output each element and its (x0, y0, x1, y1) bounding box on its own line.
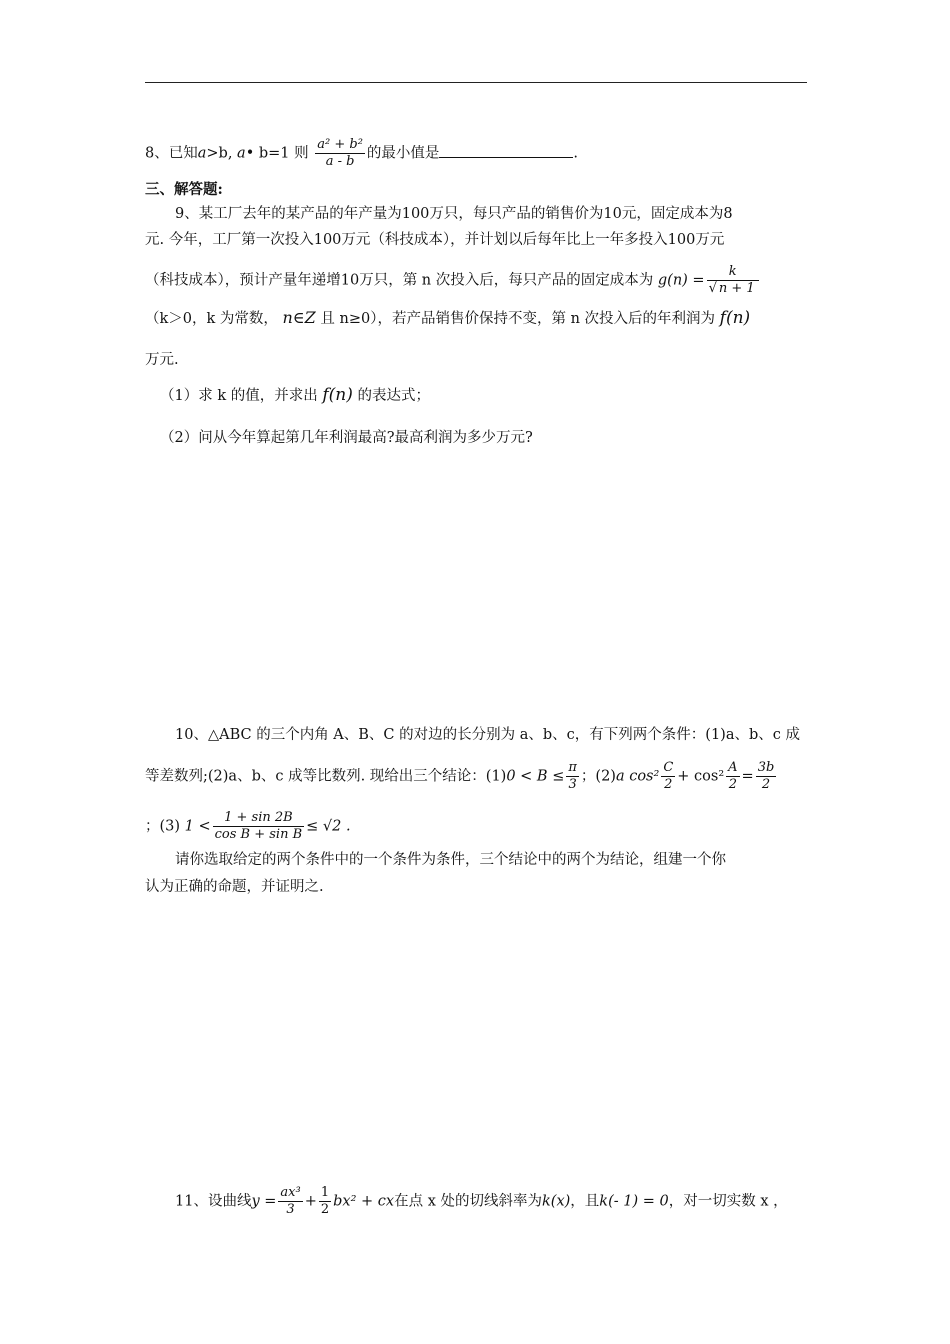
q9-part1: （1）求 k 的值，并求出 f(n) 的表达式； (160, 385, 430, 405)
q9-part2: （2）问从今年算起第几年利润最高?最高利润为多少万元? (160, 430, 533, 446)
q10-line3: ；(3) 1 < $\frac{1 + \sin 2B}{\text{cos B + sin B}}$ ≤ √2 . (145, 810, 351, 842)
q8-suffix: 的最小值是 (366, 145, 440, 162)
q8-cond-tail: • b=1 则 (245, 145, 309, 162)
q9-fn: f(n) (719, 308, 751, 328)
q8-var-a2: a (237, 145, 246, 162)
q9-line3: （科技成本），预计产量年递增10万只，第 n 次投入后，每只产品的固定成本为 g(n) = $\frac{k}{√ n + 1}$ (145, 264, 761, 297)
q8-fraction: $\frac{\text{a² + b²}}{a - b}$ (317, 137, 363, 169)
section-title: 三、解答题: (145, 181, 223, 198)
q11-line1: 11、设曲线y = $\frac{\text{ax³}}{3}$ + $\frac{1}{2}$ bx² + cx在点 x 处的切线斜率为k(x)，且k(- 1) = 0，对一切实数 x ， (175, 1185, 788, 1217)
q8-answer-blank[interactable] (439, 143, 573, 158)
q8-line: 8、已知a>b, a• b=1 则 $\frac{\text{a² + b²}}{a - b}$ 的最小值是 . (145, 137, 579, 169)
q9-line2: 元. 今年，工厂第一次投入100万元（科技成本），并计划以后每年比上一年多投入100万元 (145, 232, 725, 248)
q8-cond: >b, (206, 145, 233, 162)
q8-var-a: a (197, 145, 207, 162)
q9-g-fraction: $\frac{k}{√ n + 1}$ (707, 264, 759, 297)
q9-g-lhs: g(n) = (657, 272, 705, 289)
q10-line2: 等差数列;(2)a、b、c 成等比数列. 现给出三个结论：(1)0 < B ≤ $\frac{\pi}{3}$ ；(2)a cos² $\frac{C}{2}$ + cos² $\frac{A}{2}$ = $\frac{3b}{2}$ (145, 760, 775, 792)
q9-line5: 万元. (145, 352, 179, 368)
q9-line1: 9、某工厂去年的某产品的年产量为100万只，每只产品的销售价为10元，固定成本为8 (175, 206, 733, 222)
q9-line4: （k＞0，k 为常数， n∈Z 且 n≥0），若产品销售价保持不变，第 n 次投入后的年利润为 f(n) (145, 308, 751, 328)
q8-prefix: 8、已知 (145, 145, 198, 162)
q10-line5: 认为正确的命题，并证明之. (145, 879, 324, 895)
q9-nz: n∈Z (282, 308, 316, 327)
header-rule (145, 82, 807, 83)
q10-line4: 请你选取给定的两个条件中的一个条件为条件，三个结论中的两个为结论，组建一个你 (175, 852, 726, 868)
q10-line1: 10、△ABC 的三个内角 A、B、C 的对边的长分别为 a、b、c，有下列两个条件：(1)a、b、c 成 (175, 727, 800, 743)
